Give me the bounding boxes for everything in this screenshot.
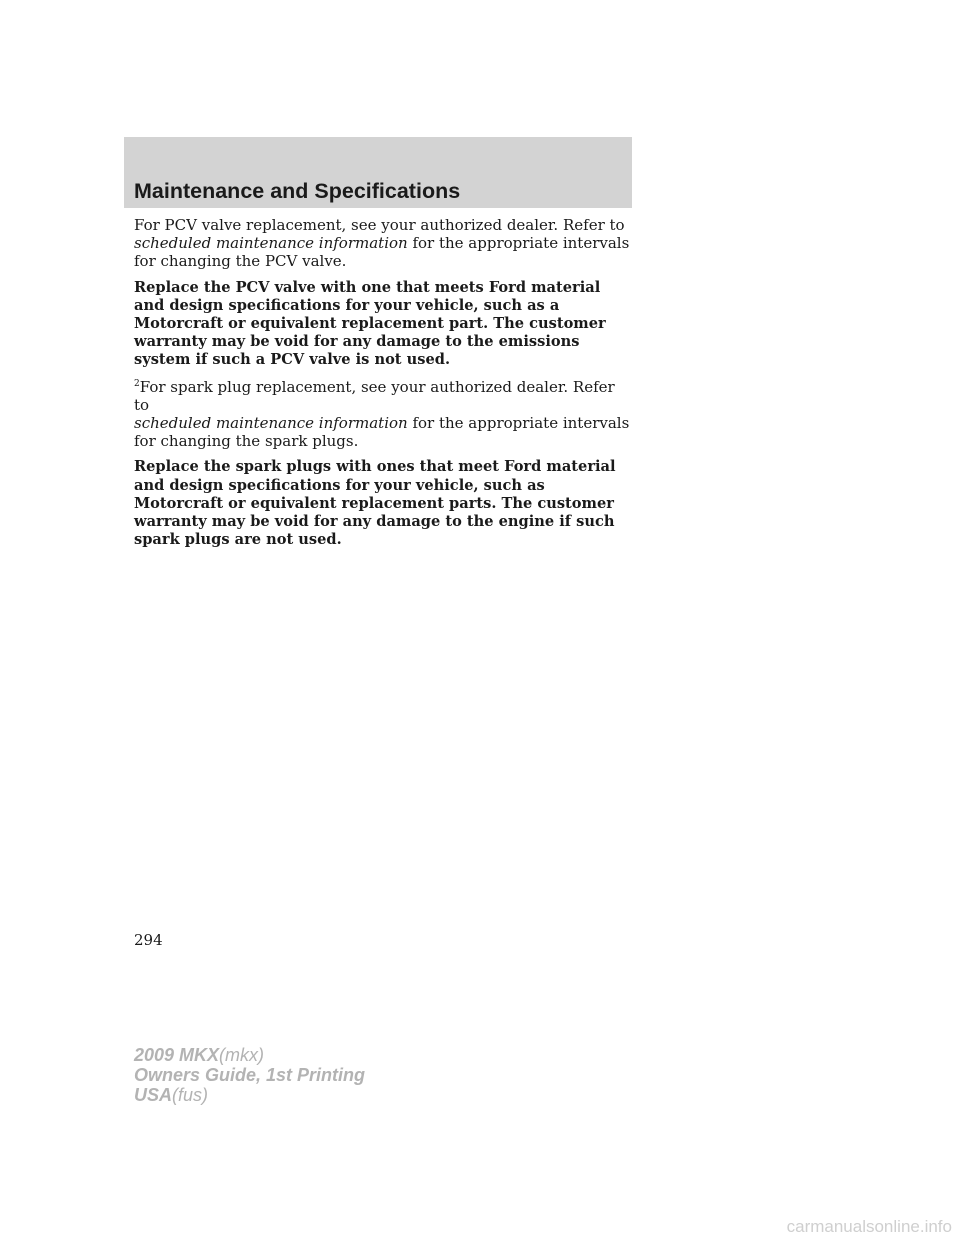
footer-market: USA bbox=[134, 1085, 173, 1105]
watermark: carmanualsonline.info bbox=[786, 1217, 952, 1236]
paragraph-pcv-warning: Replace the PCV valve with one that meets Ford material and design specifications for your vehicle, such as a Motorcraft or equivalent replacement part. The customer warranty may be void for any damage to the emissions system if such a PCV valve is not used. bbox=[134, 278, 606, 369]
footer-line-model bbox=[134, 1045, 365, 1065]
page-number: 294 bbox=[134, 931, 163, 949]
print-footer bbox=[134, 1045, 365, 1105]
paragraph-text: for the appropriate intervals for changing the PCV valve. bbox=[134, 234, 630, 271]
paragraph-spark-plug-replacement bbox=[134, 378, 634, 451]
paragraph-text: For spark plug replacement, see your authorized dealer. Refer to bbox=[134, 377, 615, 414]
paragraph-text: for the appropriate intervals for changing the spark plugs. bbox=[134, 414, 630, 451]
footer-market-code: (fus) bbox=[172, 1085, 209, 1105]
footer-line-market bbox=[134, 1085, 365, 1105]
body-content bbox=[134, 216, 634, 557]
paragraph-pcv-replacement bbox=[134, 216, 634, 271]
section-title: Maintenance and Specifications bbox=[134, 179, 461, 203]
footnote-marker: 2 bbox=[134, 378, 140, 389]
footer-model: 2009 MKX bbox=[134, 1045, 220, 1065]
footer-model-code: (mkx) bbox=[219, 1045, 265, 1065]
maintenance-reference: scheduled maintenance information bbox=[134, 234, 408, 253]
section-header-band bbox=[124, 137, 632, 208]
paragraph-text: For PCV valve replacement, see your authorized dealer. Refer to bbox=[134, 216, 625, 234]
maintenance-reference: scheduled maintenance information bbox=[134, 414, 408, 433]
paragraph-spark-plug-warning: Replace the spark plugs with ones that meet Ford material and design specifications for your vehicle, such as Motorcraft or equivalent replacement parts. The customer warranty may be void for any damage to the engine if such spark plugs are not used. bbox=[134, 458, 616, 549]
footer-printing: Owners Guide, 1st Printing bbox=[134, 1065, 366, 1085]
